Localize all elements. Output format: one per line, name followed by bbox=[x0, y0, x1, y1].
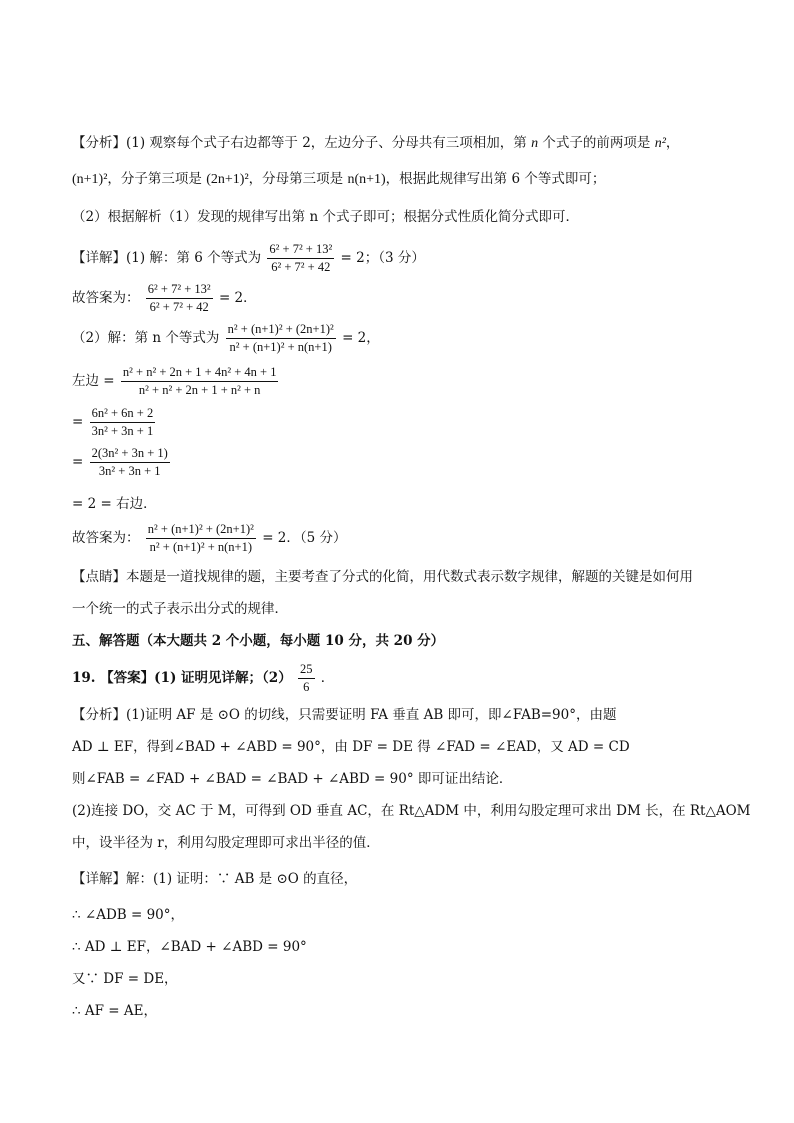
fraction-simplified bbox=[90, 406, 156, 439]
analysis-line-1 bbox=[72, 134, 679, 153]
q19-detail-3: ∴ AD ⊥ EF，∠BAD + ∠ABD = 90° bbox=[72, 939, 307, 955]
analysis-line-2 bbox=[72, 170, 605, 189]
text: ，分子第三项是 bbox=[107, 171, 207, 187]
fraction-left-side bbox=[121, 365, 279, 398]
q19-analysis-5: 中，设半径为 r，利用勾股定理即可求出半径的值． bbox=[72, 835, 380, 851]
math-expr: (2n+1)² bbox=[206, 172, 249, 187]
math-n: n bbox=[531, 136, 539, 151]
detail-line-8 bbox=[72, 522, 347, 555]
detail-line-2 bbox=[72, 282, 257, 315]
text: 个式子的前两项是 bbox=[538, 135, 655, 151]
q19-detail-2: ∴ ∠ADB = 90°， bbox=[72, 907, 185, 923]
text: = 2， bbox=[342, 330, 380, 346]
detail-line-1 bbox=[72, 242, 425, 275]
q19-answer bbox=[72, 662, 334, 695]
denominator: 3n² + 3n + 1 bbox=[91, 424, 154, 438]
text: ，分母第三项是 bbox=[248, 171, 348, 187]
text: = 2．（5 分） bbox=[262, 530, 347, 546]
denominator: 3n² + 3n + 1 bbox=[98, 464, 161, 478]
section-title: 五、解答题（本大题共 2 个小题，每小题 10 分，共 20 分） bbox=[72, 633, 445, 649]
math-expr: (n+1)² bbox=[72, 172, 108, 187]
numerator: 6² + 7² + 13² bbox=[146, 282, 213, 299]
q19-analysis-3: 则∠FAB = ∠FAD + ∠BAD = ∠BAD + ∠ABD = 90° 即可证出结论． bbox=[72, 771, 513, 787]
text: 【详解】(1) 解：第 6 个等式为 bbox=[72, 250, 262, 266]
text: = bbox=[72, 454, 84, 470]
fraction-factored bbox=[90, 446, 170, 479]
q19-analysis-1: 【分析】(1)证明 AF 是 ⊙O 的切线，只需要证明 FA 垂直 AB 即可，即∠FAB=90°，由题 bbox=[72, 707, 617, 723]
text: ， bbox=[665, 135, 680, 151]
denominator: 6² + 7² + 42 bbox=[271, 260, 331, 274]
q19-analysis-2: AD ⊥ EF，得到∠BAD + ∠ABD = 90°，由 DF = DE 得 ∠FAD = ∠EAD，又 AD = CD bbox=[72, 739, 630, 755]
fraction-eq6 bbox=[267, 242, 334, 275]
text: 左边 = bbox=[72, 373, 115, 389]
math-expr: n(n+1) bbox=[347, 172, 386, 187]
denominator: n² + (n+1)² + n(n+1) bbox=[229, 340, 332, 354]
text: = 2． bbox=[218, 290, 257, 306]
analysis-line-3: （2）根据解析（1）发现的规律写出第 n 个式子即可；根据分式性质化简分式即可． bbox=[72, 209, 579, 225]
numerator: 6² + 7² + 13² bbox=[267, 242, 334, 259]
numerator: n² + (n+1)² + (2n+1)² bbox=[146, 522, 256, 539]
q19-analysis-4: (2)连接 DO，交 AC 于 M，可得到 OD 垂直 AC，在 Rt△ADM 中，利用勾股定理可求出 DM 长，在 Rt△AOM bbox=[72, 803, 751, 819]
math-n-squared: n² bbox=[654, 136, 666, 151]
denominator: n² + n² + 2n + 1 + n² + n bbox=[138, 383, 261, 397]
detail-line-6 bbox=[72, 446, 172, 479]
text: = 2；（3 分） bbox=[340, 250, 425, 266]
text: 故答案为： bbox=[72, 290, 140, 306]
numerator: 2(3n² + 3n + 1) bbox=[90, 446, 170, 463]
fraction-answer bbox=[298, 662, 315, 695]
detail-line-7: = 2 = 右边． bbox=[72, 496, 157, 512]
text: ，根据此规律写出第 6 个等式即可； bbox=[385, 171, 606, 187]
detail-line-3 bbox=[72, 322, 380, 355]
denominator: 6 bbox=[303, 680, 310, 694]
denominator: n² + (n+1)² + n(n+1) bbox=[149, 540, 253, 554]
numerator: 6n² + 6n + 2 bbox=[90, 406, 156, 423]
q19-detail-1: 【详解】解：(1) 证明：∵ AB 是 ⊙O 的直径， bbox=[72, 871, 358, 887]
numerator: n² + n² + 2n + 1 + 4n² + 4n + 1 bbox=[121, 365, 279, 382]
fraction-eqn bbox=[146, 522, 256, 555]
text: 故答案为： bbox=[72, 530, 140, 546]
denominator: 6² + 7² + 42 bbox=[149, 300, 209, 314]
q19-detail-5: ∴ AF = AE， bbox=[72, 1003, 157, 1019]
detail-line-4 bbox=[72, 365, 280, 398]
q19-detail-4: 又∵ DF = DE， bbox=[72, 971, 178, 987]
text: 19. 【答案】(1) 证明见详解；（2） bbox=[72, 670, 292, 686]
comment-line-2: 一个统一的式子表示出分式的规律． bbox=[72, 601, 288, 617]
text: 【分析】(1) 观察每个式子右边都等于 2，左边分子、分母共有三项相加，第 bbox=[72, 135, 532, 151]
numerator: 25 bbox=[298, 662, 315, 679]
text: ． bbox=[320, 670, 335, 686]
detail-line-5 bbox=[72, 406, 157, 439]
comment-line-1: 【点睛】本题是一道找规律的题，主要考查了分式的化简，用代数式表示数字规律，解题的关键是如何用 bbox=[72, 569, 693, 585]
text: （2）解：第 n 个等式为 bbox=[72, 330, 220, 346]
fraction-eqn bbox=[226, 322, 336, 355]
text: = bbox=[72, 414, 84, 430]
numerator: n² + (n+1)² + (2n+1)² bbox=[226, 322, 336, 339]
fraction-eq6 bbox=[146, 282, 213, 315]
